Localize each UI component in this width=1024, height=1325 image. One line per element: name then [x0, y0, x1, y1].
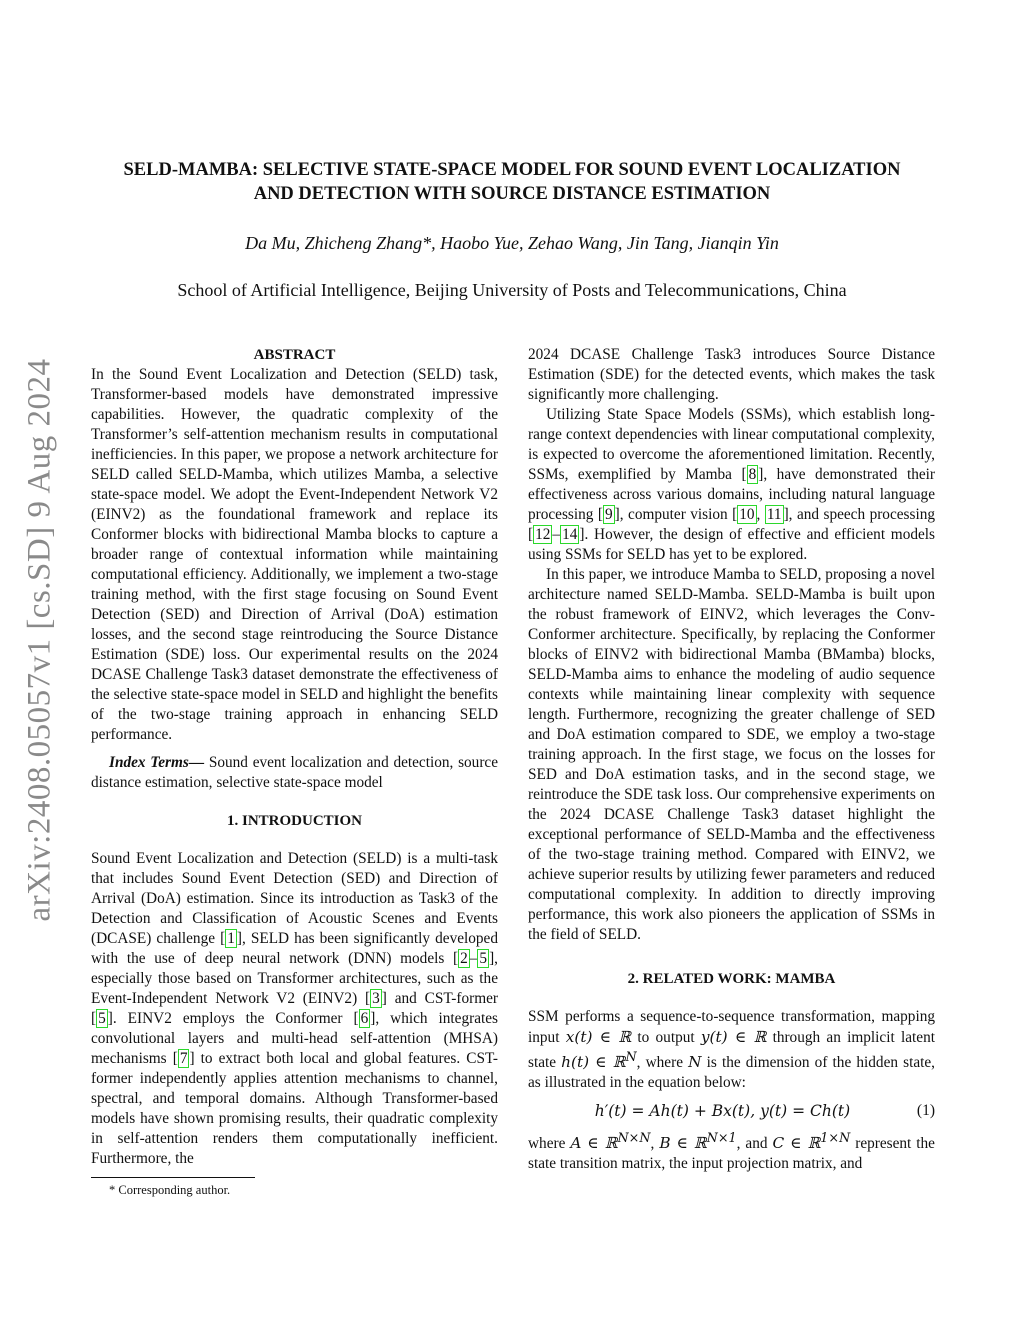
equation-body: h′(t) = Ah(t) + Bx(t), y(t) = Ch(t): [594, 1102, 851, 1121]
intro-text: to extract both local and global features. CST-former independently applies attention mechanisms to channel, spectral, and temporal domains. Although Transformer-based models have shown promising results, their quadratic complexity in self-attention renders them computationally inefficient. Furthermore, the: [91, 1050, 498, 1167]
related-text: SSM performs a sequence-to-sequence transformation, mapping input: [528, 1008, 935, 1046]
math-n: N: [688, 1053, 702, 1072]
math-x: x(t) ∈ ℝ: [565, 1028, 632, 1046]
citation-link[interactable]: 7: [179, 1050, 188, 1067]
math-a: A ∈ ℝ: [570, 1134, 618, 1153]
related-paragraph-1: [528, 1007, 935, 1093]
arxiv-identifier: arXiv:2408.05057v1 [cs.SD] 9 Aug 2024: [21, 358, 58, 922]
title-line-2: AND DETECTION WITH SOURCE DISTANCE ESTIMATION: [253, 184, 771, 204]
intro-text: , SELD has been significantly developed with the use of deep neural network (DNN) models [: [91, 930, 498, 967]
intro-text: ], especially those based on Transformer architectures, such as the Event-Independent Network V2 (EINV2): [91, 950, 498, 1007]
intro-text: , which integrates convolutional layers and multi-head self-attention (MHSA) mechanisms: [91, 1010, 498, 1067]
intro-text: –: [469, 950, 478, 967]
footnote-divider: [91, 1177, 255, 1178]
math-superscript: N×N: [617, 1131, 651, 1147]
equation-1: [528, 1101, 935, 1121]
citation-link[interactable]: 9: [605, 506, 613, 523]
citation-link[interactable]: 11: [766, 506, 782, 523]
index-terms: [91, 753, 498, 793]
citation-link[interactable]: 2: [460, 950, 468, 967]
related-work-heading: 2. RELATED WORK: MAMBA: [627, 971, 836, 987]
math-y: y(t) ∈ ℝ: [700, 1028, 767, 1046]
math-h: h(t) ∈ ℝ: [561, 1053, 626, 1072]
intro-text: ], and speech processing [: [528, 506, 935, 543]
paper-title: [80, 158, 944, 206]
citation-link[interactable]: 10: [739, 506, 755, 523]
related-text: , and: [736, 1135, 773, 1153]
citation-link[interactable]: 12: [535, 526, 551, 543]
left-column: [91, 345, 498, 1198]
intro-text: ]. However, the design of effective and efficient models using SSMs for SELD has yet to be explored.: [528, 526, 935, 563]
math-c: C ∈ ℝ: [772, 1134, 821, 1153]
index-terms-label: Index Terms—: [109, 754, 205, 771]
related-text: to output: [631, 1029, 701, 1046]
citation-link[interactable]: 5: [98, 1010, 106, 1027]
math-superscript: 1×N: [820, 1131, 851, 1147]
title-line-1: SELD-MAMBA: SELECTIVE STATE-SPACE MODEL FOR SOUND EVENT LOCALIZATION: [123, 160, 901, 180]
intro-paragraph-1-continued: 2024 DCASE Challenge Task3 introduces Source Distance Estimation (SDE) for the detected events, which makes the task significantly more challenging.: [528, 346, 935, 403]
intro-heading: 1. INTRODUCTION: [226, 813, 362, 829]
math-superscript: N: [625, 1050, 637, 1065]
citation-link[interactable]: 8: [748, 466, 757, 483]
arxiv-sidebar: [0, 0, 80, 1325]
related-text: represent the state transition matrix, the input projection matrix, and: [528, 1135, 935, 1173]
intro-paragraph-2: Utilizing State Space Models (SSMs), which establish long-range context dependencies with linear computational complexity, is expected to overcome the aforementioned limitation. Recently, SSMs, exemplified by Mamba [ 8 ], have demonstrated their effectiveness across various domains, including natural language processing [ 9 ], computer vision [ 10 , 11 ], and speech processing [ 12 – 14 ]. However, the design of effective and efficient models using SSMs for SELD has yet to be explored.: [528, 406, 935, 563]
related-text: where: [528, 1135, 571, 1153]
equation-number: (1): [916, 1102, 935, 1120]
abstract-text: In the Sound Event Localization and Detection (SELD) task, Transformer-based models have demonstrated impressive capabilities. However, the quadratic complexity of the Transformer’s self-attention mechanism results in computational inefficiencies. In this paper, we propose a network architecture for SELD called SELD-Mamba, which utilizes Mamba, a selective state-space model. We adopt the Event-Independent Network V2 (EINV2) as the foundational framework and replace its Conformer blocks with bidirectional Mamba blocks to capture a broader range of contextual information while maintaining computational efficiency. Additionally, we implement a two-stage training method, with the first stage focusing on Sound Event Detection (SED) and Direction of Arrival (DoA) estimation losses, and the second stage reintroducing the Source Distance Estimation (SDE) loss. Our experimental results on the 2024 DCASE Challenge Task3 dataset demonstrate the effectiveness of the selective state-space model in SELD and highlight the benefits of the two-stage training approach in enhancing SELD performance.: [91, 366, 498, 743]
related-paragraph-2: [528, 1129, 935, 1174]
intro-text: , computer vision [: [619, 506, 738, 523]
citation-link[interactable]: 6: [360, 1010, 369, 1027]
citation-link[interactable]: 3: [372, 990, 380, 1007]
intro-text: , have demonstrated their effectiveness across various domains, including natural language processing: [528, 466, 935, 523]
author-list: Da Mu, Zhicheng Zhang*, Haobo Yue, Zehao Wang, Jin Tang, Jianqin Yin: [245, 233, 779, 253]
citation-link[interactable]: 5: [479, 950, 488, 967]
intro-text: Sound Event Localization and Detection (SELD) is a multi-task that includes Sound Event Detection (SED) and Direction of Arrival (DoA) estimation. Since its introduction as Task3 of the Detection and Classification of Acoustic Scenes and Events (DCASE) challenge: [91, 850, 498, 947]
intro-text: Utilizing State Space Models (SSMs), which establish long-range context dependencies with linear computational complexity, is expected to overcome the aforementioned limitation. Recently, SSMs, exemplified by Mamba: [528, 406, 935, 483]
intro-paragraph-1: Sound Event Localization and Detection (SELD) is a multi-task that includes Sound Event Detection (SED) and Direction of Arrival (DoA) estimation. Since its introduction as Task3 of the Detection and Classification of Acoustic Scenes and Events (DCASE) challenge [ 1 ], SELD has been significantly developed with the use of deep neural network (DNN) models [ 2 – 5 ], especially those based on Transformer architectures, such as the Event-Independent Network V2 (EINV2) [ 3 ] and CST-former [ 5 ]. EINV2 employs the Conformer [ 6 ], which integrates convolutional layers and multi-head self-attention (MHSA) mechanisms [ 7 ] to extract both local and global features. CST-former independently applies attention mechanisms to channel, spectral, and temporal domains. Although Transformer-based models have shown promising results, their quadratic complexity in self-attention renders them computationally inefficient. Furthermore, the: [91, 850, 498, 1167]
related-text: ,: [650, 1135, 660, 1153]
related-text: is the dimension of the hidden state, as illustrated in the equation below:: [528, 1054, 935, 1092]
abstract-heading: ABSTRACT: [253, 347, 336, 363]
math-superscript: N×1: [706, 1131, 737, 1147]
related-text: through an implicit latent state: [528, 1029, 935, 1072]
citation-link[interactable]: 14: [562, 526, 578, 543]
right-column: [528, 345, 935, 1174]
intro-paragraph-3: In this paper, we introduce Mamba to SELD, proposing a novel architecture named SELD-Mamba. SELD-Mamba is built upon the robust framework of EINV2, which leverages the Conv-Conformer architecture. Specifically, by replacing the Conformer blocks of EINV2 with bidirectional Mamba (BMamba) blocks, SELD-Mamba aims to enhance the modeling of audio sequence contexts while maintaining linear complexity with sequence length. Furthermore, recognizing the greater challenge of SED and DoA estimation compared to SDE, we employ a two-stage training approach. In the first stage, we focus on the losses for SED and DoA estimation tasks, and in the second stage, we reintroduce the SDE task loss. Our comprehensive experiments on the 2024 DCASE Challenge Task3 dataset highlight the exceptional performance of SELD-Mamba and the effectiveness of the two-stage training method. Compared with EINV2, we achieve superior results by utilizing fewer parameters and reduced computational complexity. In addition to directly improving performance, this work also pioneers the application of SSMs in the field of SELD.: [528, 566, 935, 943]
intro-text: . EINV2 employs the Conformer: [112, 1010, 354, 1027]
index-terms-text: Sound event localization and detection, source distance estimation, selective state-space model: [91, 754, 498, 791]
affiliation: School of Artificial Intelligence, Beijing University of Posts and Telecommunications, China: [177, 280, 847, 300]
intro-text: and CST-former: [386, 990, 498, 1007]
math-b: B ∈ ℝ: [659, 1134, 707, 1153]
related-text: , where: [636, 1054, 689, 1072]
footnote: * Corresponding author.: [109, 1183, 231, 1197]
citation-link[interactable]: 1: [227, 930, 235, 947]
